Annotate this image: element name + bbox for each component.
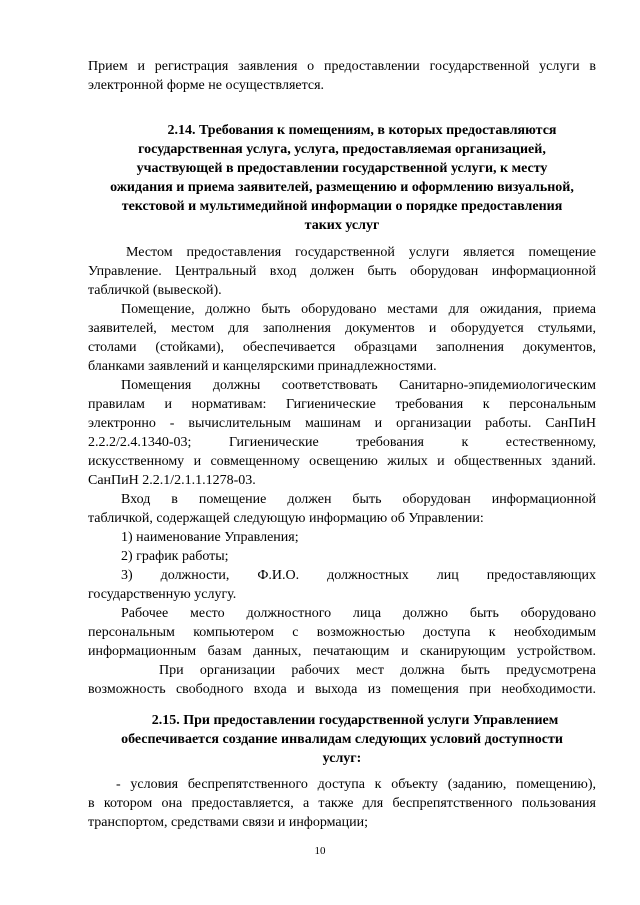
body-line: Помещение, должно быть оборудовано местами для ожидания, приема: [121, 302, 596, 317]
section-heading: 2.14. Требования к помещениям, в которых предоставляются: [167, 123, 557, 138]
section-heading: ожидания и приема заявителей, размещению и оформлению визуальной,: [110, 180, 574, 195]
body-line: искусственному и совмещенному освещению жилых и общественных зданий.: [88, 454, 596, 469]
body-line: табличкой (вывеской).: [88, 283, 222, 298]
body-line: информационным базам данных, печатающим и сканирующим устройством.: [88, 644, 596, 659]
body-line: столами (стойками), обеспечивается образцами заполнения документов,: [88, 340, 596, 355]
body-line: Вход в помещение должен быть оборудован информационной: [121, 492, 596, 507]
body-line: в котором она предоставляется, а также для беспрепятственного пользования: [88, 796, 596, 811]
section-heading: государственная услуга, услуга, предоставляемая организацией,: [138, 142, 546, 157]
intro-line: электронной форме не осуществляется.: [88, 78, 325, 93]
body-line: правилам и нормативам: Гигиенические требования к персональным: [88, 397, 596, 412]
page-number: 10: [314, 845, 326, 857]
body-line: Местом предоставления государственной услуги является помещение: [126, 245, 596, 260]
section-heading: текстовой и мультимедийной информации о порядке предоставления: [121, 199, 563, 214]
body-line: 2.2.2/2.4.1340-03; Гигиенические требования к естественному,: [88, 435, 596, 450]
body-line: электронно - вычислительным машинам и организации работы. СанПиН: [88, 416, 596, 431]
body-line: возможность свободного входа и выхода из помещения при необходимости.: [88, 682, 596, 697]
section-heading: 2.15. При предоставлении государственной услуги Управлением: [151, 713, 559, 728]
section-heading: услуг:: [322, 751, 362, 766]
body-line: Управление. Центральный вход должен быть оборудован информационной: [88, 264, 596, 279]
body-line: При организации рабочих мест должна быть предусмотрена: [159, 663, 596, 678]
section-heading: таких услуг: [304, 218, 380, 233]
body-line: СанПиН 2.2.1/2.1.1.1278-03.: [88, 473, 256, 488]
list-item: 1) наименование Управления;: [121, 530, 299, 545]
body-line: Помещения должны соответствовать Санитарно-эпидемиологическим: [121, 378, 596, 393]
body-line: персональным компьютером с возможностью доступа к необходимым: [88, 625, 596, 640]
section-heading: участвующей в предоставлении государственной услуги, к месту: [136, 161, 548, 176]
list-item: 3) должности, Ф.И.О. должностных лиц предоставляющих: [121, 568, 596, 583]
body-line: бланками заявлений и канцелярскими принадлежностями.: [88, 359, 437, 374]
list-item: 2) график работы;: [121, 549, 229, 564]
body-line: государственную услугу.: [88, 587, 237, 602]
body-line: заявителей, местом для заполнения документов и оборудуется стульями,: [88, 321, 596, 336]
body-line: - условия беспрепятственного доступа к объекту (заданию, помещению),: [116, 777, 596, 792]
body-line: табличкой, содержащей следующую информацию об Управлении:: [88, 511, 484, 526]
body-line: Рабочее место должностного лица должно быть оборудовано: [121, 606, 596, 621]
section-heading: обеспечивается создание инвалидам следующих условий доступности: [121, 732, 563, 747]
intro-line: Прием и регистрация заявления о предоставлении государственной услуги в: [88, 59, 596, 74]
body-line: транспортом, средствами связи и информации;: [88, 815, 369, 830]
